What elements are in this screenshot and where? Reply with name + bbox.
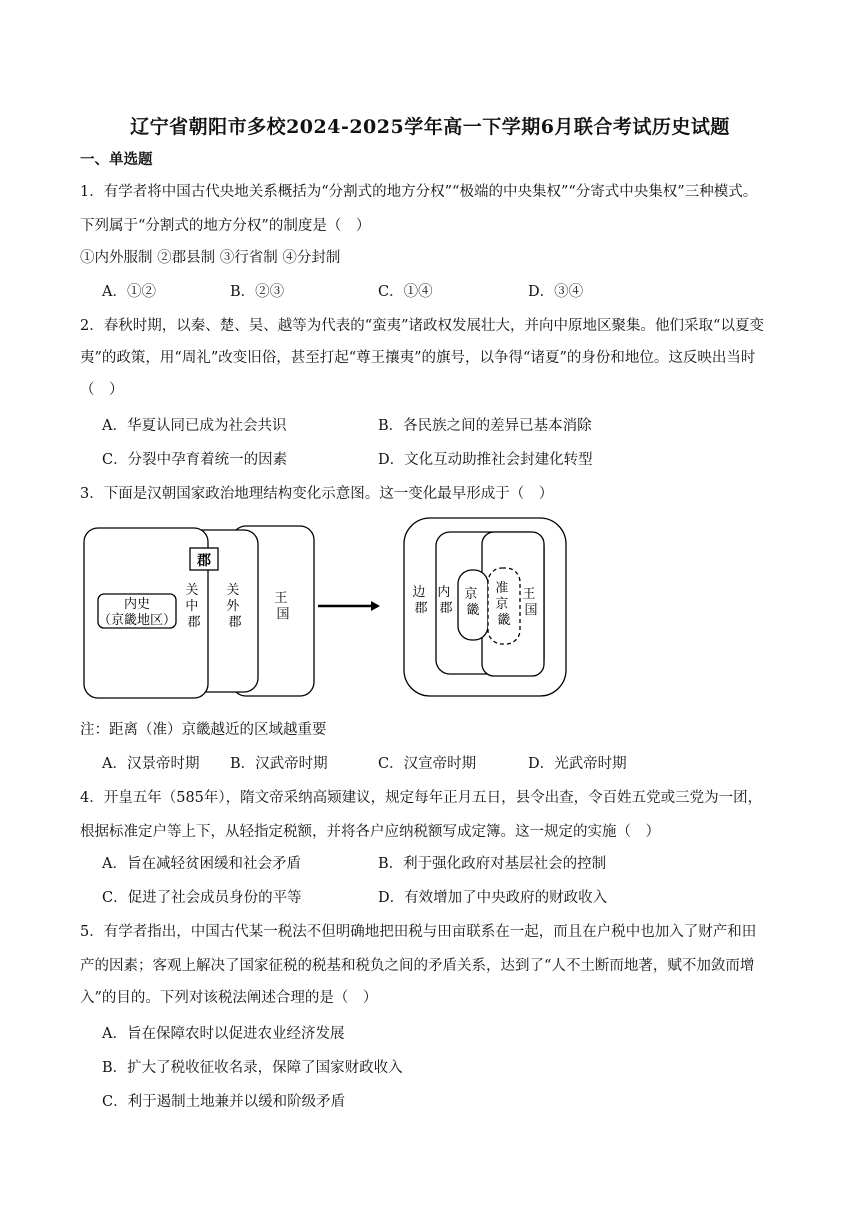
q2-stem-line1: 2．春秋时期，以秦、楚、吴、越等为代表的“蛮夷”诸政权发展壮大，并向中原地区聚集。他们采取“以夏变 — [80, 318, 764, 334]
q2-stem-line3: （ ） — [80, 382, 124, 398]
q1-items: ①内外服制 ②郡县制 ③行省制 ④分封制 — [80, 250, 341, 266]
q4-option-d: D．有效增加了中央政府的财政收入 — [378, 890, 608, 906]
guanwai-label — [226, 583, 243, 630]
q3-note: 注：距离（准）京畿越近的区域越重要 — [80, 722, 327, 738]
q1-stem-line1: 1．有学者将中国古代央地关系概括为“分割式的地方分权”“极端的中央集权”“分寄式中央集权”三种模式。 — [80, 184, 758, 200]
q2-stem-line2: 夷”的政策，用“周礼”改变旧俗，甚至打起“尊王攘夷”的旗号，以争得“诸夏”的身份和地位。这反映出当时 — [80, 350, 756, 366]
q1-stem-line2: 下列属于“分割式的地方分权”的制度是（ ） — [80, 218, 371, 234]
q5-option-b: B．扩大了税收征收名录，保障了国家财政收入 — [102, 1060, 403, 1076]
q3-option-b: B．汉武帝时期 — [230, 756, 328, 772]
wangguo-left-char-1: 王 — [274, 591, 288, 606]
q5-stem-line1: 5．有学者指出，中国古代某一税法不但明确地把田税与田亩联系在一起，而且在户税中也加入了财产和田 — [80, 924, 757, 940]
wangguo-left-char-2: 国 — [276, 607, 290, 622]
page-title: 辽宁省朝阳市多校2024-2025学年高一下学期6月联合考试历史试题 — [130, 116, 730, 138]
q1-option-b: B．②③ — [230, 284, 285, 300]
q3-option-c: C．汉宣帝时期 — [378, 756, 477, 772]
q1-option-c: C．①④ — [378, 284, 433, 300]
q2-option-b: B．各民族之间的差异已基本消除 — [378, 418, 592, 434]
zhunjingji-char-2: 京 — [495, 597, 509, 612]
q5-stem-line2: 产的因素；客观上解决了国家征税的税基和税负之间的矛盾关系，达到了“人不土断而地著，赋不加敛而增 — [80, 958, 755, 974]
q3-option-a: A．汉景帝时期 — [102, 756, 200, 772]
q1-option-a: A．①② — [102, 284, 156, 300]
guanzhong-char-1: 关 — [185, 583, 199, 598]
zhunjingji-char-3: 畿 — [497, 613, 511, 628]
wangguo-right-char-2: 国 — [524, 603, 538, 618]
guanzhong-char-2: 中 — [185, 599, 199, 614]
guanzhong-label — [185, 583, 202, 630]
q4-option-c: C．促进了社会成员身份的平等 — [102, 890, 302, 906]
wangguo-left-label — [274, 591, 291, 622]
section-heading: 一、单选题 — [80, 151, 153, 168]
jingji-char-2: 畿 — [466, 603, 480, 618]
zhunjingji-char-1: 准 — [495, 581, 509, 596]
q4-stem-line1: 4．开皇五年（585年），隋文帝采纳高颎建议，规定每年正月五日，县令出查，令百姓五党或三党为一团， — [80, 790, 763, 806]
q5-option-a: A．旨在保障农时以促进农业经济发展 — [102, 1026, 345, 1042]
q5-stem-line3: 入”的目的。下列对该税法阐述合理的是（ ） — [80, 990, 378, 1006]
transition-arrowhead — [371, 601, 380, 611]
q4-stem-line2: 根据标准定户等上下，从轻指定税额，并将各户应纳税额写成定簿。这一规定的实施（ ） — [80, 824, 660, 840]
q2-option-a: A．华夏认同已成为社会共识 — [102, 418, 287, 434]
guanzhong-char-3: 郡 — [187, 615, 201, 630]
neishi-label: 内史 — [123, 597, 151, 612]
wangguo-right-char-1: 王 — [522, 587, 536, 602]
bianjun-char-2: 郡 — [414, 601, 428, 616]
han-political-geography-diagram — [78, 514, 570, 704]
q3-option-d: D．光武帝时期 — [528, 756, 627, 772]
wangguo-right-label — [522, 587, 539, 618]
jingji-area-label: （京畿地区） — [97, 613, 177, 628]
q1-option-d: D．③④ — [528, 284, 584, 300]
bianjun-char-1: 边 — [412, 585, 426, 600]
guanwai-char-3: 郡 — [228, 615, 242, 630]
guanwai-char-2: 外 — [226, 599, 240, 614]
guanwai-char-1: 关 — [226, 583, 240, 598]
q3-stem-line1: 3．下面是汉朝国家政治地理结构变化示意图。这一变化最早形成于（ ） — [80, 486, 554, 502]
q2-option-d: D．文化互动助推社会封建化转型 — [378, 452, 593, 468]
zhunjingji-label — [495, 580, 512, 628]
q2-option-c: C．分裂中孕育着统一的因素 — [102, 452, 288, 468]
q5-option-c: C．利于遏制土地兼并以缓和阶级矛盾 — [102, 1094, 346, 1110]
neijun-char-1: 内 — [437, 585, 451, 600]
neijun-char-2: 郡 — [439, 601, 453, 616]
jun-label: 郡 — [197, 553, 211, 569]
jingji-char-1: 京 — [464, 587, 478, 602]
q4-option-a: A．旨在减轻贫困缓和社会矛盾 — [102, 856, 301, 872]
q4-option-b: B．利于强化政府对基层社会的控制 — [378, 856, 607, 872]
